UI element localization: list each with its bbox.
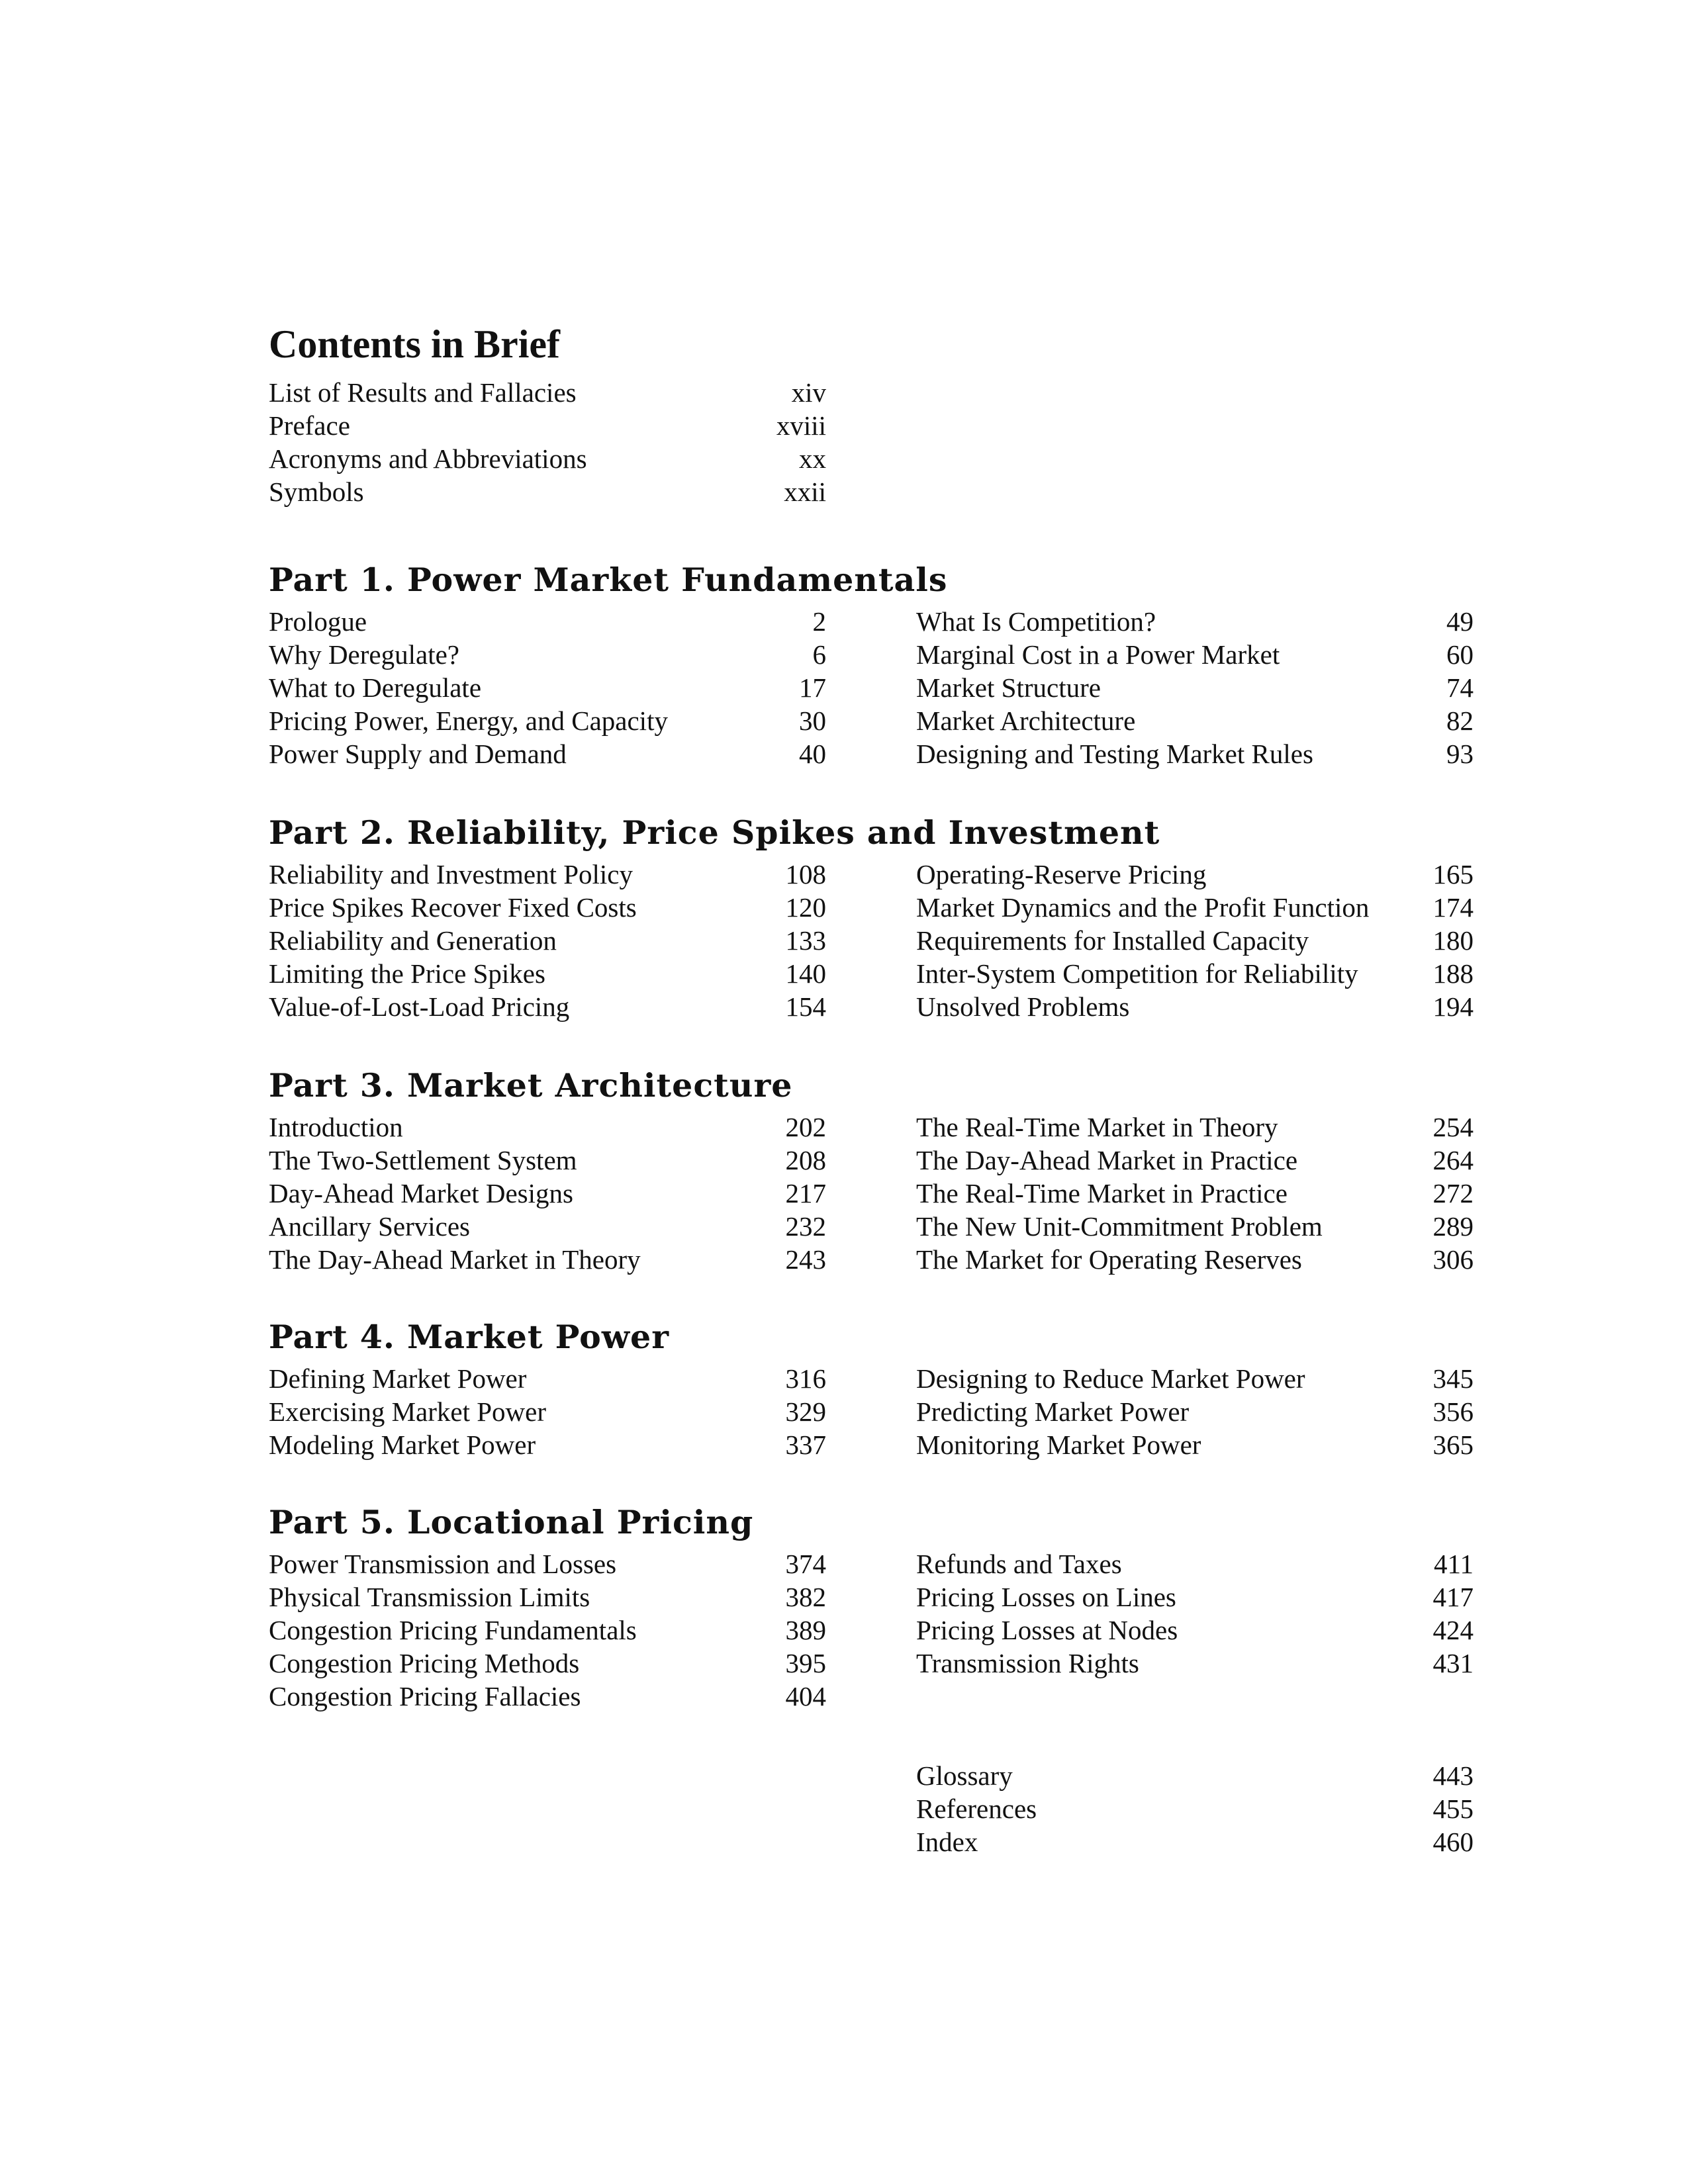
toc-entry[interactable]	[916, 704, 1474, 737]
toc-entry-label: Inter-System Competition for Reliability	[916, 958, 1358, 989]
part-5-right-list	[916, 1547, 1474, 1680]
toc-entry-page: 60	[1446, 639, 1474, 670]
toc-entry-page: 356	[1432, 1396, 1474, 1427]
toc-entry[interactable]	[916, 1647, 1474, 1680]
toc-entry[interactable]	[269, 1547, 826, 1580]
toc-entry-page: 174	[1432, 892, 1474, 923]
toc-entry-page: 108	[785, 859, 826, 889]
toc-entry-label: Designing to Reduce Market Power	[916, 1363, 1305, 1394]
toc-entry-label: Operating-Reserve Pricing	[916, 859, 1207, 889]
toc-entry[interactable]	[269, 858, 826, 891]
toc-entry[interactable]	[269, 1395, 826, 1428]
toc-entry-page: 345	[1432, 1363, 1474, 1394]
toc-entry-page: 93	[1446, 739, 1474, 769]
toc-entry[interactable]	[269, 409, 826, 442]
toc-entry[interactable]	[916, 1144, 1474, 1177]
toc-entry-page: 74	[1446, 672, 1474, 703]
toc-entry-label: Transmission Rights	[916, 1648, 1139, 1678]
toc-entry-label: Price Spikes Recover Fixed Costs	[269, 892, 637, 923]
toc-entry-page: 337	[785, 1430, 826, 1460]
toc-entry-label: Pricing Power, Energy, and Capacity	[269, 705, 668, 736]
toc-entry-label: Symbols	[269, 477, 364, 507]
toc-entry[interactable]	[269, 376, 826, 409]
toc-entry-page: 243	[785, 1244, 826, 1275]
toc-entry-page: xiv	[791, 377, 826, 408]
toc-entry-label: Market Dynamics and the Profit Function	[916, 892, 1370, 923]
toc-entry-label: Reliability and Generation	[269, 925, 557, 956]
toc-entry[interactable]	[269, 957, 826, 990]
toc-entry-label: References	[916, 1794, 1037, 1824]
toc-entry-page: 431	[1432, 1648, 1474, 1678]
toc-entry[interactable]	[916, 1825, 1474, 1858]
toc-entry-label: What Is Competition?	[916, 606, 1156, 637]
toc-entry-page: 424	[1432, 1615, 1474, 1645]
back-matter-list	[916, 1759, 1474, 1858]
toc-entry-page: 2	[812, 606, 826, 637]
part-2-right-list	[916, 858, 1474, 1023]
toc-entry-page: 120	[785, 892, 826, 923]
toc-entry-page: 17	[799, 672, 826, 703]
toc-entry-label: Limiting the Price Spikes	[269, 958, 545, 989]
toc-entry[interactable]	[269, 605, 826, 638]
toc-entry[interactable]	[916, 737, 1474, 770]
part-3-left-list	[269, 1111, 826, 1276]
toc-entry-label: Value-of-Lost-Load Pricing	[269, 991, 570, 1022]
toc-entry-label: Congestion Pricing Methods	[269, 1648, 580, 1678]
toc-entry-label: Defining Market Power	[269, 1363, 527, 1394]
toc-entry-label: Why Deregulate?	[269, 639, 459, 670]
toc-entry[interactable]	[916, 671, 1474, 704]
toc-entry[interactable]	[916, 957, 1474, 990]
toc-entry-label: Power Supply and Demand	[269, 739, 567, 769]
toc-entry-label: Pricing Losses on Lines	[916, 1582, 1176, 1612]
toc-entry[interactable]	[916, 990, 1474, 1023]
toc-entry-label: Physical Transmission Limits	[269, 1582, 590, 1612]
toc-entry-label: Market Structure	[916, 672, 1101, 703]
toc-entry-label: Acronyms and Abbreviations	[269, 443, 587, 474]
toc-entry[interactable]	[269, 737, 826, 770]
toc-entry-label: Predicting Market Power	[916, 1396, 1190, 1427]
toc-entry-label: The Day-Ahead Market in Theory	[269, 1244, 641, 1275]
toc-entry-page: 272	[1432, 1178, 1474, 1208]
toc-entry[interactable]	[916, 1547, 1474, 1580]
toc-entry-page: 443	[1432, 1760, 1474, 1791]
toc-entry-label: Unsolved Problems	[916, 991, 1130, 1022]
toc-entry[interactable]	[269, 1647, 826, 1680]
toc-entry-page: 329	[785, 1396, 826, 1427]
toc-entry-label: Preface	[269, 410, 350, 441]
toc-entry-page: 6	[812, 639, 826, 670]
part-5-heading: Part 5. Locational Pricing	[269, 1503, 754, 1541]
toc-entry-page: 417	[1432, 1582, 1474, 1612]
toc-entry-label: Introduction	[269, 1112, 403, 1142]
part-5-left-list	[269, 1547, 826, 1713]
toc-entry[interactable]	[269, 442, 826, 475]
toc-entry[interactable]	[916, 1395, 1474, 1428]
toc-entry[interactable]	[269, 1177, 826, 1210]
toc-entry-page: 382	[785, 1582, 826, 1612]
part-1-heading: Part 1. Power Market Fundamentals	[269, 561, 948, 599]
toc-entry[interactable]	[916, 1243, 1474, 1276]
toc-entry[interactable]	[916, 1177, 1474, 1210]
toc-entry[interactable]	[269, 1580, 826, 1614]
toc-entry-page: 30	[799, 705, 826, 736]
toc-entry[interactable]	[916, 1792, 1474, 1825]
toc-entry-page: 316	[785, 1363, 826, 1394]
toc-entry[interactable]	[916, 1111, 1474, 1144]
toc-entry-page: 411	[1434, 1549, 1474, 1579]
toc-entry-page: 306	[1432, 1244, 1474, 1275]
toc-entry[interactable]	[916, 1210, 1474, 1243]
toc-entry-page: 395	[785, 1648, 826, 1678]
part-1-left-list	[269, 605, 826, 770]
toc-entry-page: 264	[1432, 1145, 1474, 1175]
toc-entry-page: 194	[1432, 991, 1474, 1022]
toc-entry[interactable]	[916, 1428, 1474, 1461]
toc-entry[interactable]	[916, 891, 1474, 924]
toc-entry[interactable]	[269, 671, 826, 704]
toc-entry[interactable]	[269, 1428, 826, 1461]
toc-entry-page: 460	[1432, 1827, 1474, 1857]
toc-entry-page: 232	[785, 1211, 826, 1242]
toc-entry-page: 180	[1432, 925, 1474, 956]
toc-entry[interactable]	[916, 1614, 1474, 1647]
toc-entry[interactable]	[916, 638, 1474, 671]
toc-entry-page: 374	[785, 1549, 826, 1579]
toc-entry-page: xx	[799, 443, 826, 474]
toc-entry-page: 202	[785, 1112, 826, 1142]
toc-entry[interactable]	[269, 1144, 826, 1177]
toc-entry[interactable]	[916, 858, 1474, 891]
toc-entry-label: Prologue	[269, 606, 367, 637]
toc-entry[interactable]	[269, 990, 826, 1023]
part-2-heading: Part 2. Reliability, Price Spikes and Investment	[269, 813, 1160, 852]
toc-entry-page: 365	[1432, 1430, 1474, 1460]
part-1-right-list	[916, 605, 1474, 770]
toc-entry[interactable]	[916, 1759, 1474, 1792]
toc-entry-label: Day-Ahead Market Designs	[269, 1178, 573, 1208]
toc-entry[interactable]	[916, 1362, 1474, 1395]
toc-entry[interactable]	[269, 891, 826, 924]
toc-entry-label: List of Results and Fallacies	[269, 377, 577, 408]
toc-entry-page: xviii	[776, 410, 826, 441]
toc-entry-page: 133	[785, 925, 826, 956]
toc-entry-page: 217	[785, 1178, 826, 1208]
toc-entry-label: The Market for Operating Reserves	[916, 1244, 1302, 1275]
toc-entry[interactable]	[916, 924, 1474, 957]
toc-entry-label: Congestion Pricing Fundamentals	[269, 1615, 637, 1645]
toc-entry-page: xxii	[784, 477, 826, 507]
toc-entry-label: Power Transmission and Losses	[269, 1549, 617, 1579]
toc-entry[interactable]	[269, 924, 826, 957]
toc-entry[interactable]	[269, 475, 826, 508]
toc-entry-label: Exercising Market Power	[269, 1396, 546, 1427]
part-4-heading: Part 4. Market Power	[269, 1318, 670, 1356]
part-3-right-list	[916, 1111, 1474, 1276]
toc-entry-label: Marginal Cost in a Power Market	[916, 639, 1280, 670]
toc-entry[interactable]	[916, 605, 1474, 638]
part-4-left-list	[269, 1362, 826, 1461]
toc-entry-page: 40	[799, 739, 826, 769]
toc-entry[interactable]	[916, 1580, 1474, 1614]
toc-entry-label: The Real-Time Market in Practice	[916, 1178, 1288, 1208]
toc-entry-page: 49	[1446, 606, 1474, 637]
toc-entry-label: The Two-Settlement System	[269, 1145, 577, 1175]
toc-entry-page: 82	[1446, 705, 1474, 736]
toc-entry-label: The Day-Ahead Market in Practice	[916, 1145, 1298, 1175]
part-4-right-list	[916, 1362, 1474, 1461]
toc-entry[interactable]	[269, 1111, 826, 1144]
toc-entry-label: Pricing Losses at Nodes	[916, 1615, 1178, 1645]
toc-entry-label: Monitoring Market Power	[916, 1430, 1201, 1460]
toc-entry-label: Requirements for Installed Capacity	[916, 925, 1309, 956]
toc-entry-page: 140	[785, 958, 826, 989]
toc-entry-page: 188	[1432, 958, 1474, 989]
toc-entry[interactable]	[269, 1680, 826, 1713]
front-matter-list	[269, 376, 826, 508]
toc-entry[interactable]	[269, 1243, 826, 1276]
toc-entry-label: Refunds and Taxes	[916, 1549, 1122, 1579]
toc-entry-label: The Real-Time Market in Theory	[916, 1112, 1278, 1142]
toc-entry-label: Designing and Testing Market Rules	[916, 739, 1313, 769]
toc-entry-label: Ancillary Services	[269, 1211, 470, 1242]
part-3-heading: Part 3. Market Architecture	[269, 1066, 793, 1105]
toc-entry[interactable]	[269, 704, 826, 737]
toc-entry-label: Market Architecture	[916, 705, 1136, 736]
toc-entry-page: 389	[785, 1615, 826, 1645]
contents-title: Contents in Brief	[269, 322, 560, 366]
toc-entry[interactable]	[269, 1210, 826, 1243]
toc-entry-page: 165	[1432, 859, 1474, 889]
toc-entry-label: Index	[916, 1827, 978, 1857]
toc-entry[interactable]	[269, 1614, 826, 1647]
toc-entry-label: Modeling Market Power	[269, 1430, 536, 1460]
toc-entry-label: Reliability and Investment Policy	[269, 859, 633, 889]
toc-entry-label: Glossary	[916, 1760, 1013, 1791]
part-2-left-list	[269, 858, 826, 1023]
toc-entry-page: 404	[785, 1681, 826, 1711]
toc-entry[interactable]	[269, 638, 826, 671]
toc-entry[interactable]	[269, 1362, 826, 1395]
toc-entry-page: 254	[1432, 1112, 1474, 1142]
toc-entry-page: 455	[1432, 1794, 1474, 1824]
toc-entry-page: 154	[785, 991, 826, 1022]
toc-entry-page: 208	[785, 1145, 826, 1175]
toc-entry-label: What to Deregulate	[269, 672, 482, 703]
toc-entry-label: Congestion Pricing Fallacies	[269, 1681, 581, 1711]
toc-entry-page: 289	[1432, 1211, 1474, 1242]
toc-entry-label: The New Unit-Commitment Problem	[916, 1211, 1323, 1242]
